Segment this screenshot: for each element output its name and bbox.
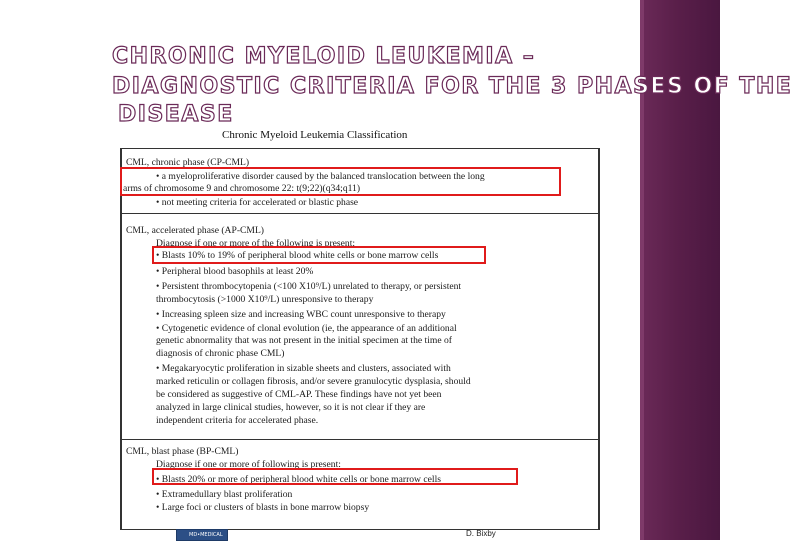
chronic-phase-line: arms of chromosome 9 and chromosome 22: t(9;22)(q34;q11) bbox=[123, 183, 361, 194]
slide-title-line-2: DIAGNOSTIC CRITERIA FOR THE 3 PHASES OF THE bbox=[112, 74, 792, 99]
highlight-box-chronic bbox=[120, 167, 561, 196]
accelerated-line: • Increasing spleen size and increasing WBC count unresponsive to therapy bbox=[156, 309, 446, 320]
chronic-phase-line: • a myeloproliferative disorder caused by the balanced translocation between the long bbox=[156, 171, 485, 182]
accelerated-line: analyzed in large clinical studies, however, so it is not clear if they are bbox=[156, 402, 426, 413]
accelerated-line: independent criteria for accelerated phase. bbox=[156, 415, 319, 426]
footer-credit: D. Bixby bbox=[466, 529, 496, 538]
accelerated-line: Diagnose if one or more of the following is present: bbox=[156, 238, 356, 249]
accelerated-line: • Persistent thrombocytopenia (<100 X10⁹/L) unrelated to therapy, or persistent bbox=[156, 281, 462, 292]
footer-logo bbox=[176, 529, 228, 541]
accelerated-line: • Cytogenetic evidence of clonal evolution (ie, the appearance of an additional bbox=[156, 323, 457, 334]
accelerated-line: • Blasts 10% to 19% of peripheral blood white cells or bone marrow cells bbox=[156, 250, 439, 261]
highlight-box-blast bbox=[152, 468, 518, 485]
accelerated-line: • Peripheral blood basophils at least 20% bbox=[156, 266, 314, 277]
slide-title-line-1: CHRONIC MYELOID LEUKEMIA – bbox=[112, 44, 536, 69]
blast-line: • Large foci or clusters of blasts in bone marrow biopsy bbox=[156, 502, 370, 513]
chronic-phase-line: • not meeting criteria for accelerated or blastic phase bbox=[156, 197, 359, 208]
accelerated-line: be considered as suggestive of CML-AP. These findings have not yet been bbox=[156, 389, 442, 400]
blast-line: • Blasts 20% or more of peripheral blood white cells or bone marrow cells bbox=[156, 474, 441, 485]
slide-title-line-3: DISEASE bbox=[118, 102, 234, 127]
highlight-box-accelerated bbox=[152, 246, 486, 264]
chronic-phase-heading: CML, chronic phase (CP-CML) bbox=[126, 157, 250, 168]
section-divider bbox=[122, 213, 598, 214]
accelerated-line: marked reticulin or collagen fibrosis, and/or severe granulocytic dysplasia, should bbox=[156, 376, 471, 387]
accelerated-phase-heading: CML, accelerated phase (AP-CML) bbox=[126, 225, 264, 236]
accelerated-line: diagnosis of chronic phase CML) bbox=[156, 348, 285, 359]
footer-logo-text: MD•MEDICAL bbox=[189, 532, 223, 538]
section-divider bbox=[122, 439, 598, 440]
document-header: Chronic Myeloid Leukemia Classification bbox=[222, 129, 408, 141]
blast-line: Diagnose if one or more of following is present: bbox=[156, 459, 341, 470]
blast-line: • Extramedullary blast proliferation bbox=[156, 489, 293, 500]
accelerated-line: genetic abnormality that was not present in the initial specimen at the time of bbox=[156, 335, 452, 346]
accelerated-line: thrombocytosis (>1000 X10⁹/L) unresponsive to therapy bbox=[156, 294, 374, 305]
accelerated-line: • Megakaryocytic proliferation in sizable sheets and clusters, associated with bbox=[156, 363, 451, 374]
blast-phase-heading: CML, blast phase (BP-CML) bbox=[126, 446, 239, 457]
